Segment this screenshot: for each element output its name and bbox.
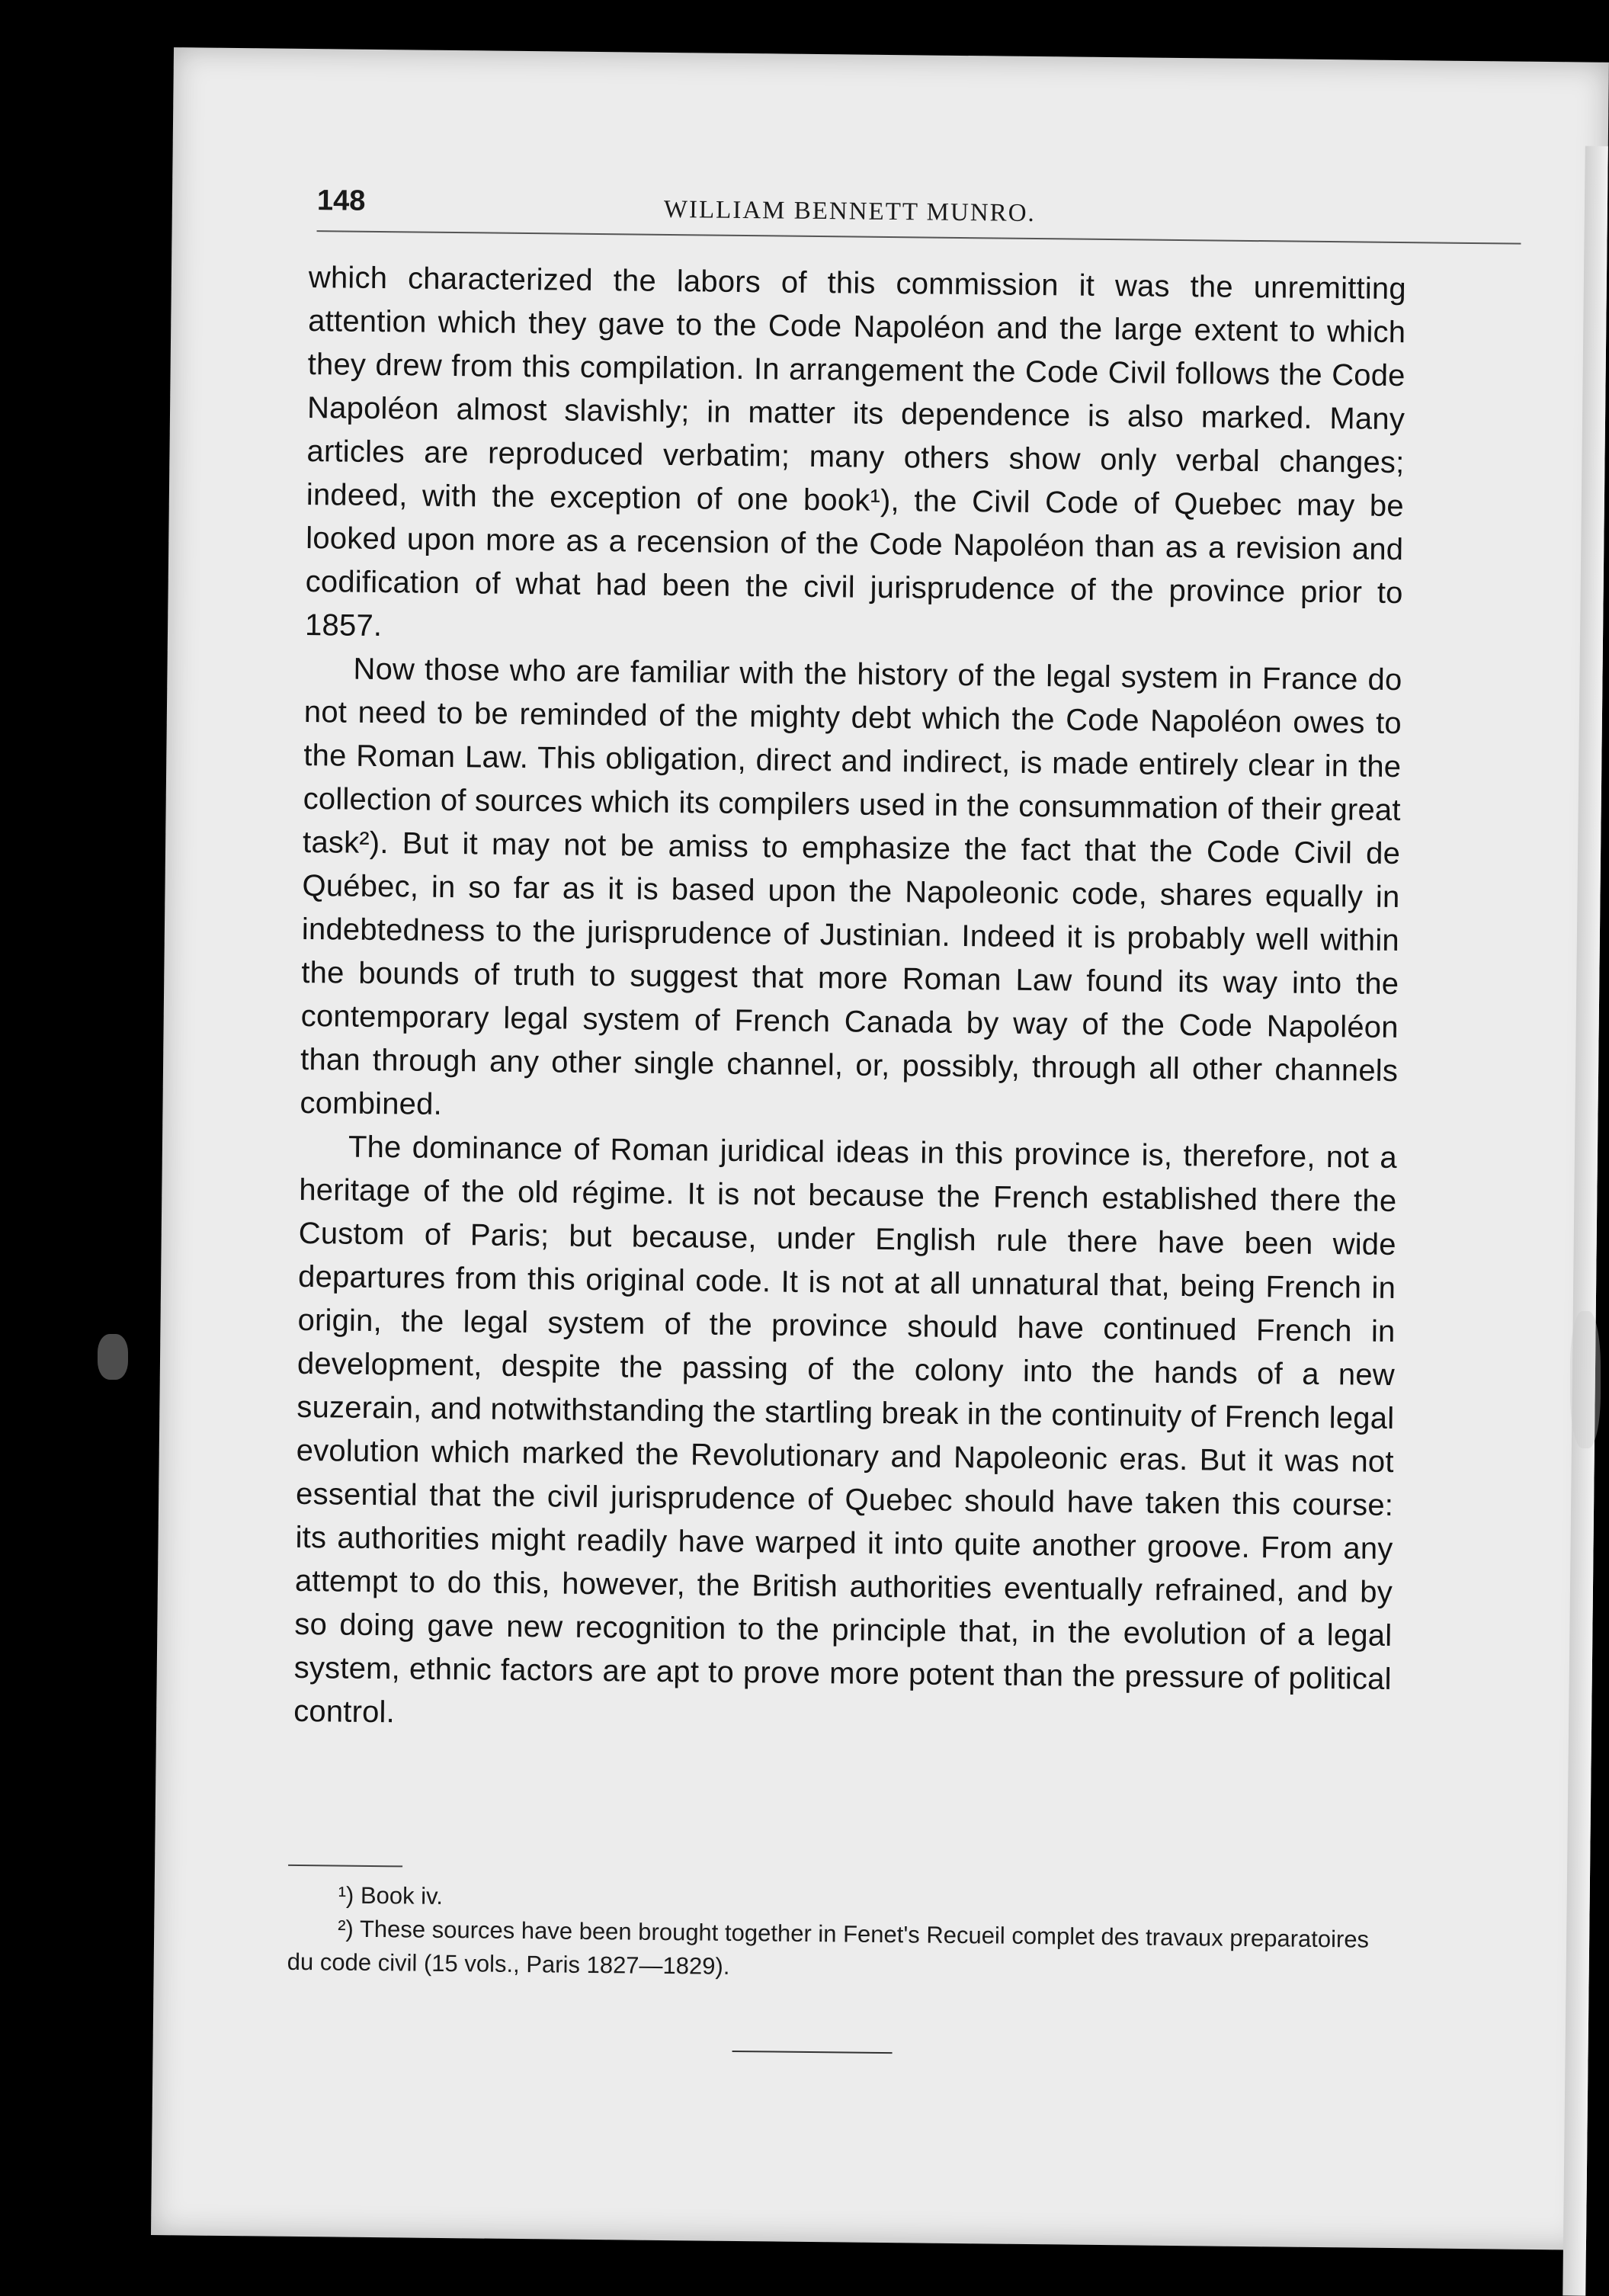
paragraph-3: The dominance of Roman juridical ideas in this province is, therefore, not a heritage of the old régime. It is not because the French established there the Custom of Paris; but because, under English rule there have been wide departures from this original code. It is not at all unnatural that, being French in origin, the legal system of the province should have continued French in development, despite the passing of the colony into the hands of a new suzerain, and notwithstanding the startling break in the continuity of French legal evolution which marked the Revolutionary and Napoleonic eras. But it was not essential that the civil jurisprudence of Quebec should have taken this course: its authorities might readily have warped it into quite another groove. From any attempt to do this, however, the British authorities eventually refrained, and by so doing gave new recognition to the principle that, in the evolution of a legal system, ethnic factors are apt to prove more potent than the pressure of political control. [293, 1130, 1398, 1730]
scan-artifact [1570, 1311, 1601, 1448]
page-number: 148 [316, 184, 366, 217]
book-page [151, 47, 1609, 2250]
page-edge [1563, 146, 1608, 2296]
header-rule [317, 230, 1521, 245]
footnote-text: Book iv. [360, 1881, 444, 1910]
scan-artifact [98, 1334, 128, 1380]
paragraph-1: which characterized the labors of this commission it was the unremitting attention which they gave to the Code Napoléon and the large extent to which they drew from this compilation. In arrangement the Code Civil follows the Code Napoléon almost slavishly; in matter its dependence is also marked. Many articles are reproduced verbatim; many others show only verbal changes; indeed, with the exception of one book¹), the Civil Code of Quebec may be looked upon more as a recension of the Code Napoléon than as a revision and codification of what had been the civil jurisprudence of the province prior to 1857. [304, 261, 1407, 643]
page-header [317, 184, 1415, 242]
footnotes [287, 1878, 1393, 1990]
footnote-marker: ¹) [338, 1881, 354, 1909]
running-head: WILLIAM BENNETT MUNRO. [663, 195, 1036, 227]
footnote-text: These sources have been brought together in Fenet's Recueil complet des travaux preparatoires du code civil (15 vols., Paris 1827—1829). [287, 1915, 1370, 1980]
footnote-marker: ²) [338, 1915, 354, 1942]
footnote-rule [288, 1865, 402, 1868]
end-rule [732, 2051, 893, 2054]
paragraph-2: Now those who are familiar with the history of the legal system in France do not need to be reminded of the mighty debt which the Code Napoléon owes to the Roman Law. This obligation, direct and indirect, is made entirely clear in the collection of sources which its compilers used in the consummation of their great task²). But it may not be amiss to emphasize the fact that the Code Civil de Québec, in so far as it is based upon the Napoleonic code, shares equally in indebtedness to the jurisprudence of Justinian. Indeed it is probably well within the bounds of truth to suggest that more Roman Law found its way into the contemporary legal system of French Canada by way of the Code Napoléon than through any other single channel, or, possibly, through all other channels combined. [300, 652, 1402, 1121]
footnote-2 [287, 1912, 1393, 1990]
body-text [293, 256, 1406, 1745]
